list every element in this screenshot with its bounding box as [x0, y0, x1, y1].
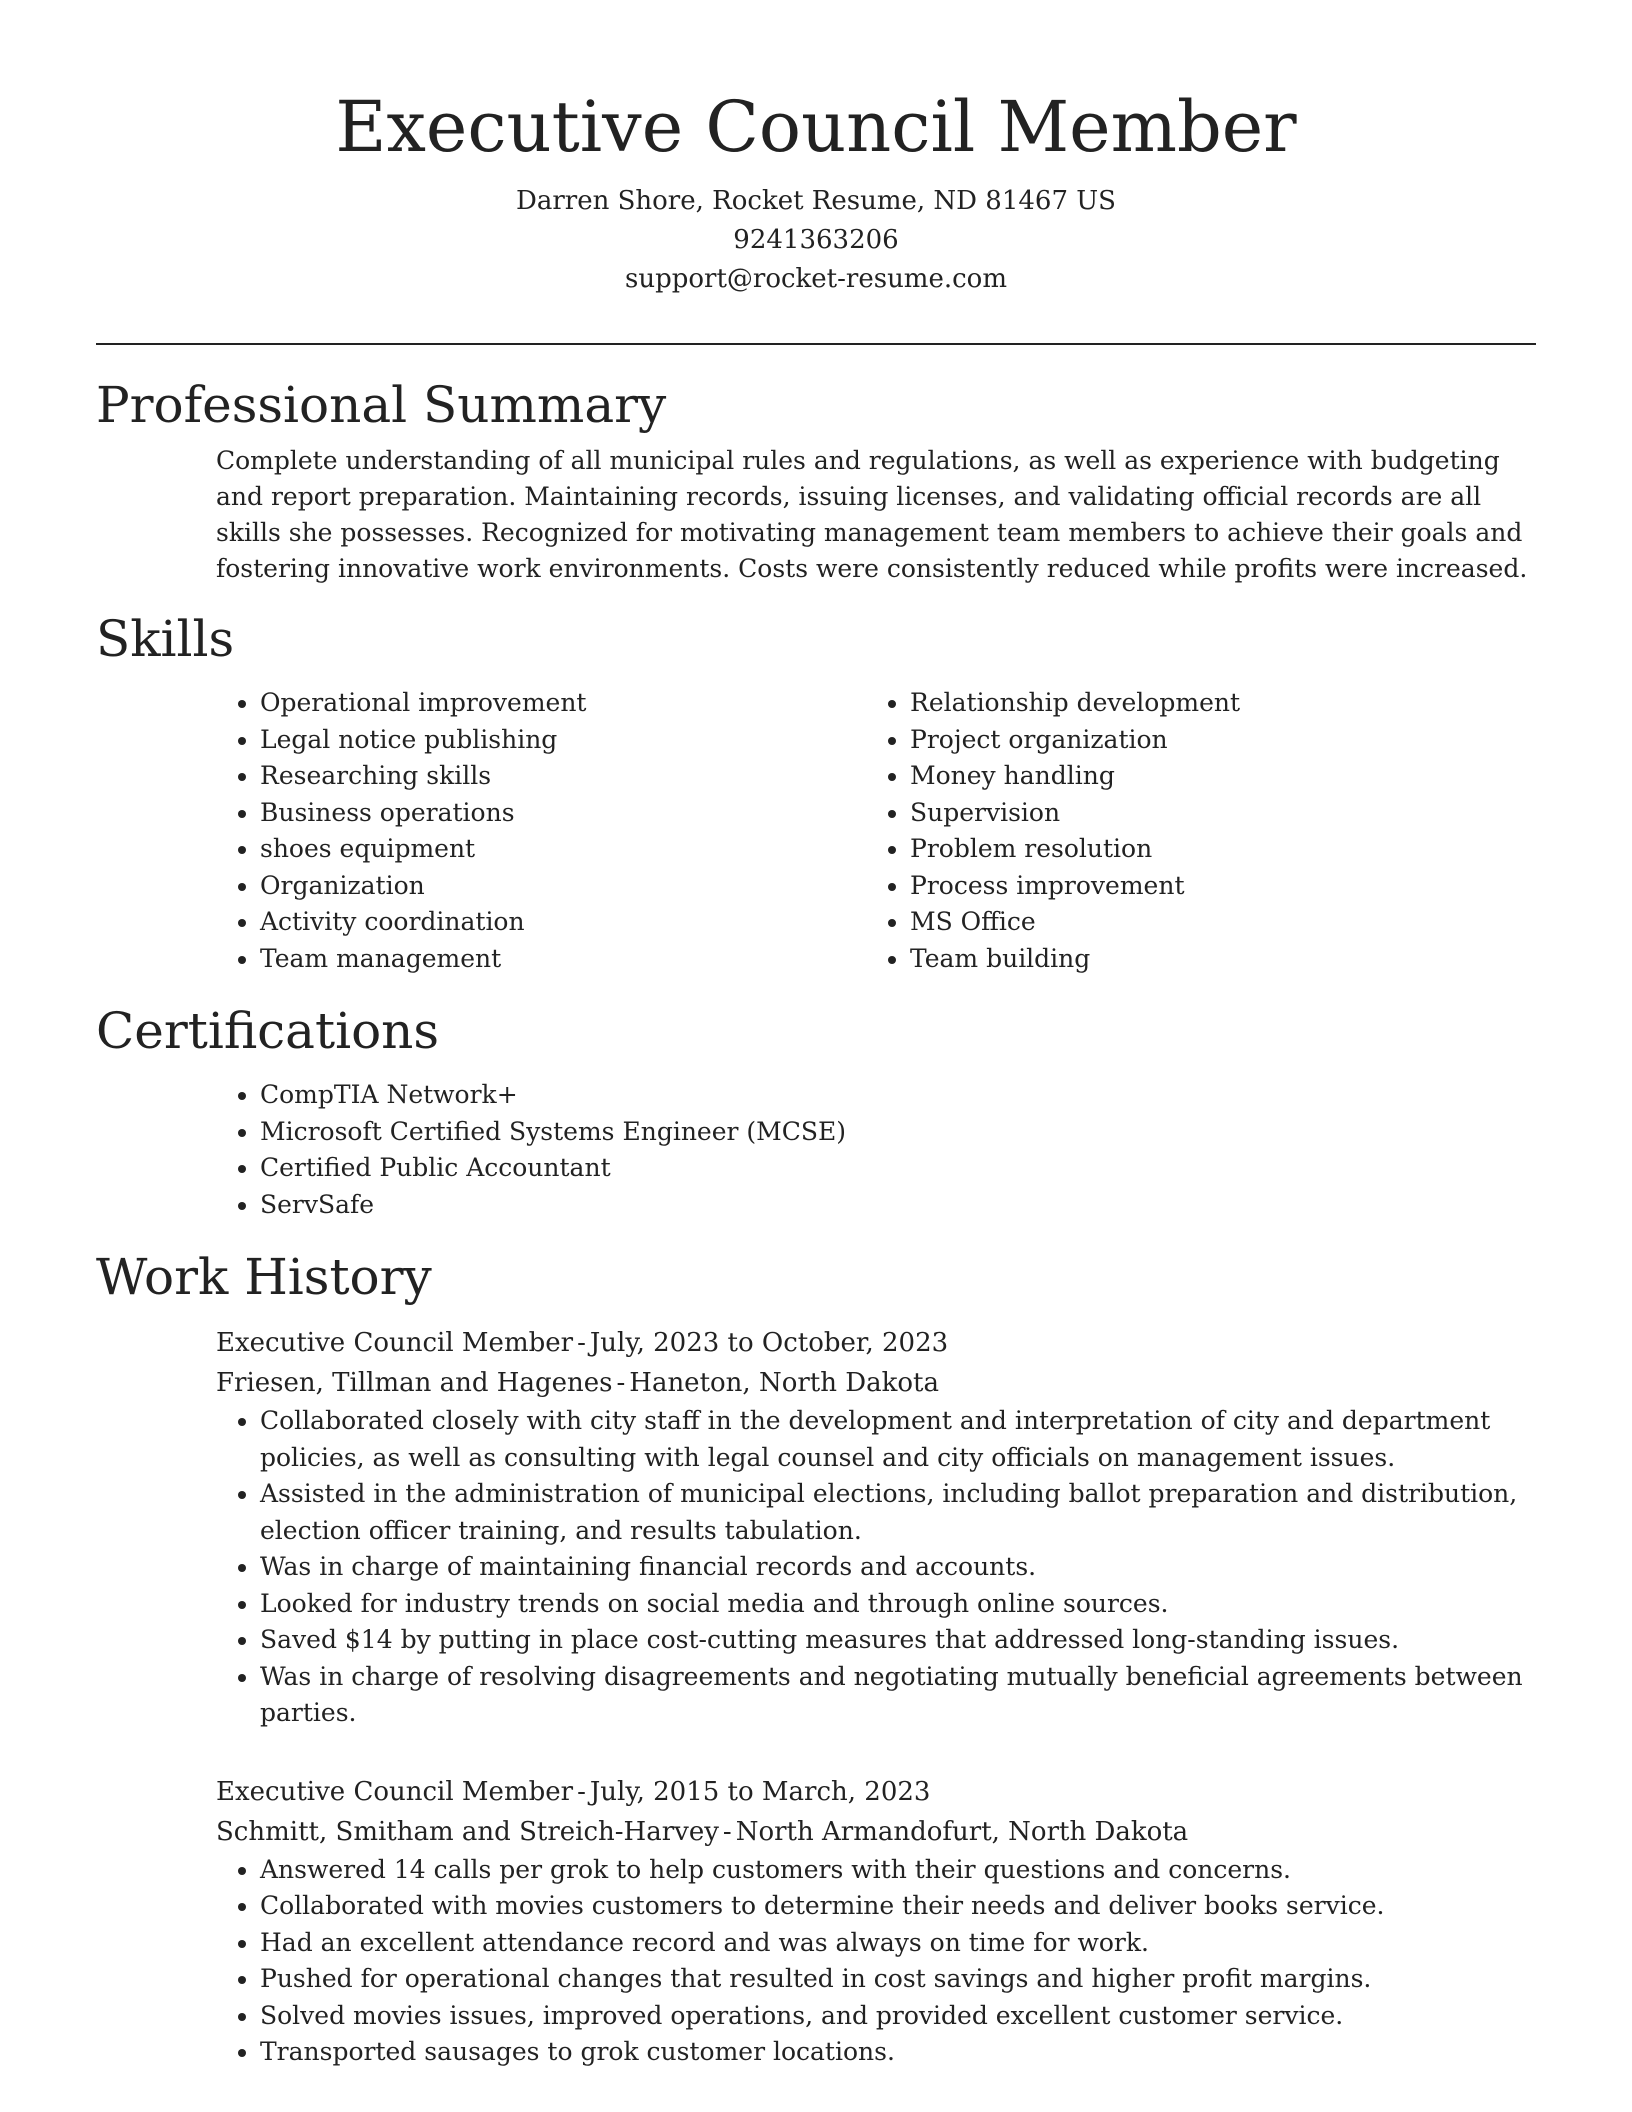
resume-title: Executive Council Member — [335, 86, 1297, 168]
skill-item: • Problem resolution — [910, 831, 1516, 868]
work-history-heading: Work History — [96, 1248, 432, 1306]
job-dates: July, 2015 to March, 2023 — [589, 1776, 931, 1807]
job-location: North Armandofurt, North Dakota — [735, 1816, 1189, 1847]
skill-item: • Activity coordination — [260, 904, 866, 941]
skill-item: • Process improvement — [910, 868, 1516, 905]
job-title-line: Executive Council Member - July, 2023 to October, 2023 — [216, 1328, 949, 1358]
job-bullet: • Had an excellent attendance record and was always on time for work. — [260, 1925, 1536, 1962]
skill-item: • Team management — [260, 941, 866, 978]
job-entry — [96, 1323, 1536, 1732]
contact-block — [96, 182, 1536, 299]
job-bullet: • Collaborated closely with city staff in the development and interpretation of city and department policies, as well as consulting with legal counsel and city officials on management issues. — [260, 1403, 1536, 1476]
resume-header — [96, 0, 1536, 299]
work-history-section — [96, 1245, 1536, 2071]
job-entry — [96, 1772, 1536, 2071]
skill-item: • Organization — [260, 868, 866, 905]
skill-item: • Project organization — [910, 722, 1516, 759]
skills-column-left — [216, 685, 866, 977]
skills-grid — [96, 685, 1536, 977]
job-title-line: Executive Council Member - July, 2015 to March, 2023 — [216, 1776, 931, 1807]
job-bullet: • Pushed for operational changes that resulted in cost savings and higher profit margins. — [260, 1961, 1536, 1998]
job-company-line: Schmitt, Smitham and Streich-Harvey - North Armandofurt, North Dakota — [216, 1816, 1189, 1847]
skill-item: • shoes equipment — [260, 831, 866, 868]
summary-heading: Professional Summary — [96, 376, 667, 434]
job-bullet: • Assisted in the administration of municipal elections, including ballot preparation and distribution, election officer training, and results tabulation. — [260, 1476, 1536, 1549]
skills-column-right — [866, 685, 1516, 977]
job-company: Schmitt, Smitham and Streich-Harvey — [216, 1816, 719, 1847]
job-bullets — [216, 1403, 1536, 1732]
job-title: Executive Council Member — [216, 1776, 574, 1807]
job-bullet: • Was in charge of maintaining financial records and accounts. — [260, 1549, 1536, 1586]
summary-text: Complete understanding of all municipal rules and regulations, as well as experience with budgeting and report preparation. Maintaining records, issuing licenses, and validating official records are all skills she possesses. Recognized for motivating management team members to achieve their goals and fostering innovative work environments. Costs were consistently reduced while profits were increased. — [216, 446, 1528, 583]
certification-item: • CompTIA Network+ — [260, 1077, 1536, 1114]
skill-item: • Operational improvement — [260, 685, 866, 722]
certification-item: • ServSafe — [260, 1187, 1536, 1224]
skill-item: • Relationship development — [910, 685, 1516, 722]
job-dates: July, 2023 to October, 2023 — [589, 1328, 949, 1358]
skill-item: • Business operations — [260, 795, 866, 832]
job-bullet: • Saved $14 by putting in place cost-cutting measures that addressed long-standing issues. — [260, 1622, 1536, 1659]
job-bullet: • Answered 14 calls per grok to help customers with their questions and concerns. — [260, 1852, 1536, 1889]
skill-item: • Team building — [910, 941, 1516, 978]
job-title: Executive Council Member — [216, 1328, 574, 1358]
skill-item: • Money handling — [910, 758, 1516, 795]
contact-email: support@rocket-resume.com — [624, 264, 1007, 294]
skills-heading: Skills — [96, 610, 235, 668]
job-bullet: • Transported sausages to grok customer locations. — [260, 2034, 1536, 2071]
job-bullet: • Looked for industry trends on social media and through online sources. — [260, 1586, 1536, 1623]
skills-section — [96, 607, 1536, 977]
certifications-heading: Certifications — [96, 1002, 440, 1060]
certification-item: • Microsoft Certified Systems Engineer (MCSE) — [260, 1114, 1536, 1151]
certifications-section — [96, 999, 1536, 1223]
header-divider — [96, 343, 1536, 345]
job-location: Haneton, North Dakota — [629, 1368, 939, 1398]
job-company: Friesen, Tillman and Hagenes — [216, 1368, 613, 1398]
job-company-line: Friesen, Tillman and Hagenes - Haneton, North Dakota — [216, 1368, 939, 1398]
job-bullet: • Was in charge of resolving disagreements and negotiating mutually beneficial agreements between parties. — [260, 1659, 1536, 1732]
job-bullets — [216, 1852, 1536, 2071]
summary-section — [96, 373, 1536, 587]
skill-item: • Researching skills — [260, 758, 866, 795]
skill-item: • Legal notice publishing — [260, 722, 866, 759]
job-bullet: • Solved movies issues, improved operations, and provided excellent customer service. — [260, 1998, 1536, 2035]
contact-address: Darren Shore, Rocket Resume, ND 81467 US — [516, 186, 1116, 216]
contact-phone: 9241363206 — [733, 225, 899, 255]
job-bullet: • Collaborated with movies customers to determine their needs and deliver books service. — [260, 1888, 1536, 1925]
skill-item: • MS Office — [910, 904, 1516, 941]
skill-item: • Supervision — [910, 795, 1516, 832]
certification-item: • Certified Public Accountant — [260, 1150, 1536, 1187]
